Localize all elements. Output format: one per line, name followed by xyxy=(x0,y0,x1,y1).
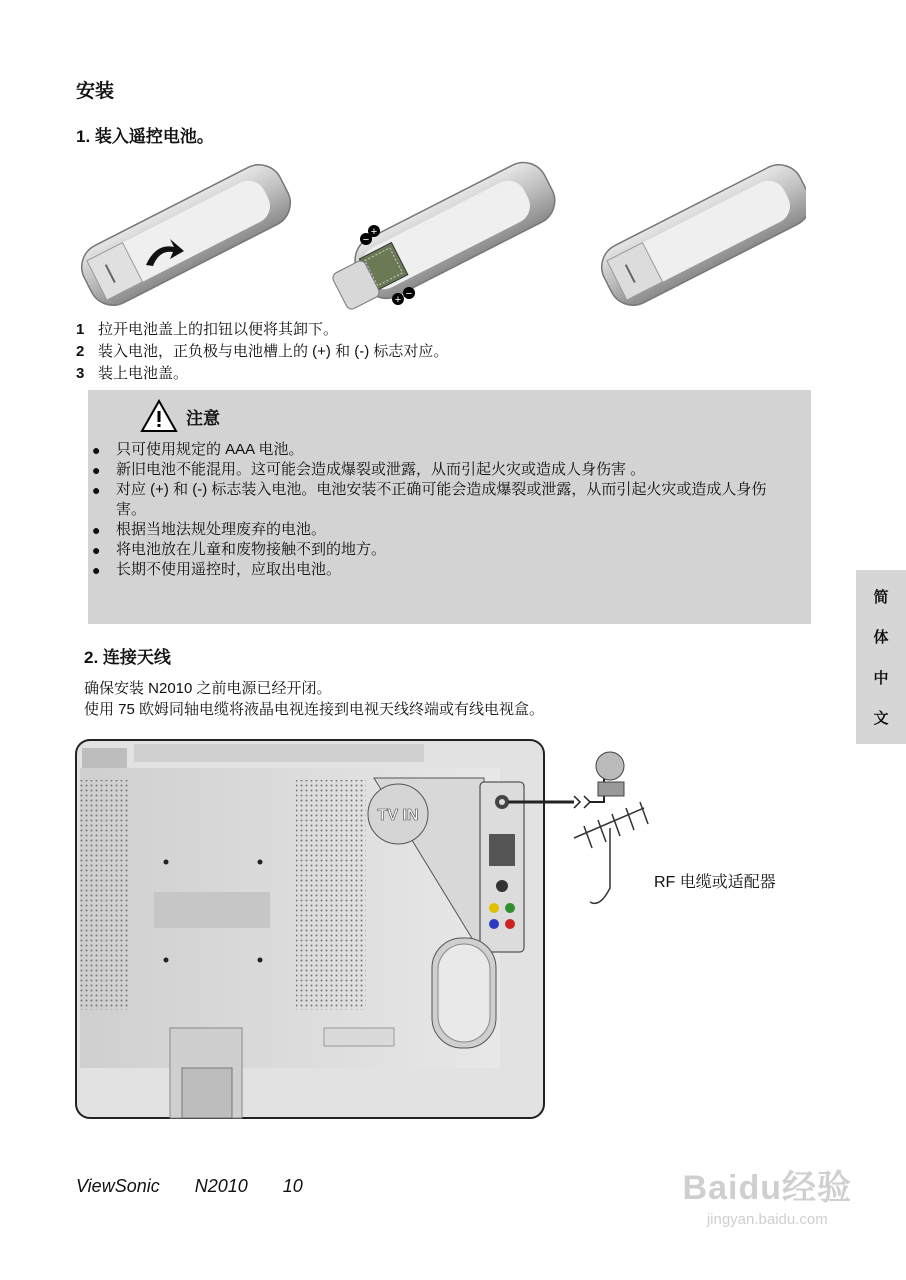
remote-cover-removal xyxy=(76,157,299,314)
side-tab-char: 体 xyxy=(873,629,889,647)
footer-brand: ViewSonic xyxy=(76,1176,160,1196)
side-tab-char: 文 xyxy=(873,710,889,728)
svg-text:+: + xyxy=(370,226,378,238)
baidu-watermark xyxy=(683,1160,852,1228)
page-title: 安装 xyxy=(76,81,115,102)
antenna-icon xyxy=(574,802,648,903)
caution-label: 注意 xyxy=(186,408,220,428)
antenna-intro-line-2: 使用 75 欧姆同轴电缆将液晶电视连接到电视天线终端或有线电视盒。 xyxy=(84,701,545,718)
rf-cable-label: RF 电缆或适配器 xyxy=(654,874,776,891)
footer-page-number: 10 xyxy=(282,1176,303,1196)
language-side-tab xyxy=(856,570,906,744)
list-item: ● 对应 (+) 和 (-) 标志装入电池。电池安装不正确可能会造成爆裂或泄露，从而引起火灾或造成人身伤害。 xyxy=(92,481,767,518)
step-2: 2 装入电池，正负极与电池槽上的 (+) 和 (-) 标志对应。 xyxy=(76,343,449,360)
satellite-dish-icon xyxy=(596,752,624,796)
step-1: 1 拉开电池盖上的扣钮以便将其卸下。 xyxy=(76,321,339,338)
warning-icon xyxy=(140,399,178,433)
section-heading-battery: 1. 装入遥控电池。 xyxy=(76,127,214,146)
caution-list xyxy=(92,440,792,580)
remote-battery-illustration xyxy=(76,155,806,315)
side-tab-char: 中 xyxy=(873,669,889,687)
watermark-logo: Baidu经验 xyxy=(682,1169,852,1207)
tv-in-label: TV IN xyxy=(377,807,419,824)
list-item: ● 将电池放在儿童和废物接触不到的地方。 xyxy=(92,541,387,558)
watermark-url: jingyan.baidu.com xyxy=(706,1211,828,1228)
list-item: ● 新旧电池不能混用。这可能会造成爆裂或泄露，从而引起火灾或造成人身伤害 。 xyxy=(92,461,646,478)
list-item: ● 长期不使用遥控时，应取出电池。 xyxy=(92,561,342,578)
side-tab-char: 简 xyxy=(873,588,889,606)
remote-cover-installed xyxy=(593,157,806,314)
step-3: 3 装上电池盖。 xyxy=(76,365,189,382)
svg-text:−: − xyxy=(405,288,413,300)
tv-rear-connection-illustration xyxy=(74,738,809,1123)
svg-text:+: + xyxy=(394,294,402,306)
list-item: ● 根据当地法规处理废弃的电池。 xyxy=(92,521,327,538)
svg-text:−: − xyxy=(362,234,370,246)
page-footer xyxy=(76,1176,329,1197)
antenna-intro-line-1: 确保安装 N2010 之前电源已经开闭。 xyxy=(84,680,332,697)
caution-header xyxy=(140,399,220,433)
footer-model: N2010 xyxy=(194,1176,248,1196)
list-item: ● 只可使用规定的 AAA 电池。 xyxy=(92,441,304,458)
section-heading-antenna: 2. 连接天线 xyxy=(84,648,171,667)
